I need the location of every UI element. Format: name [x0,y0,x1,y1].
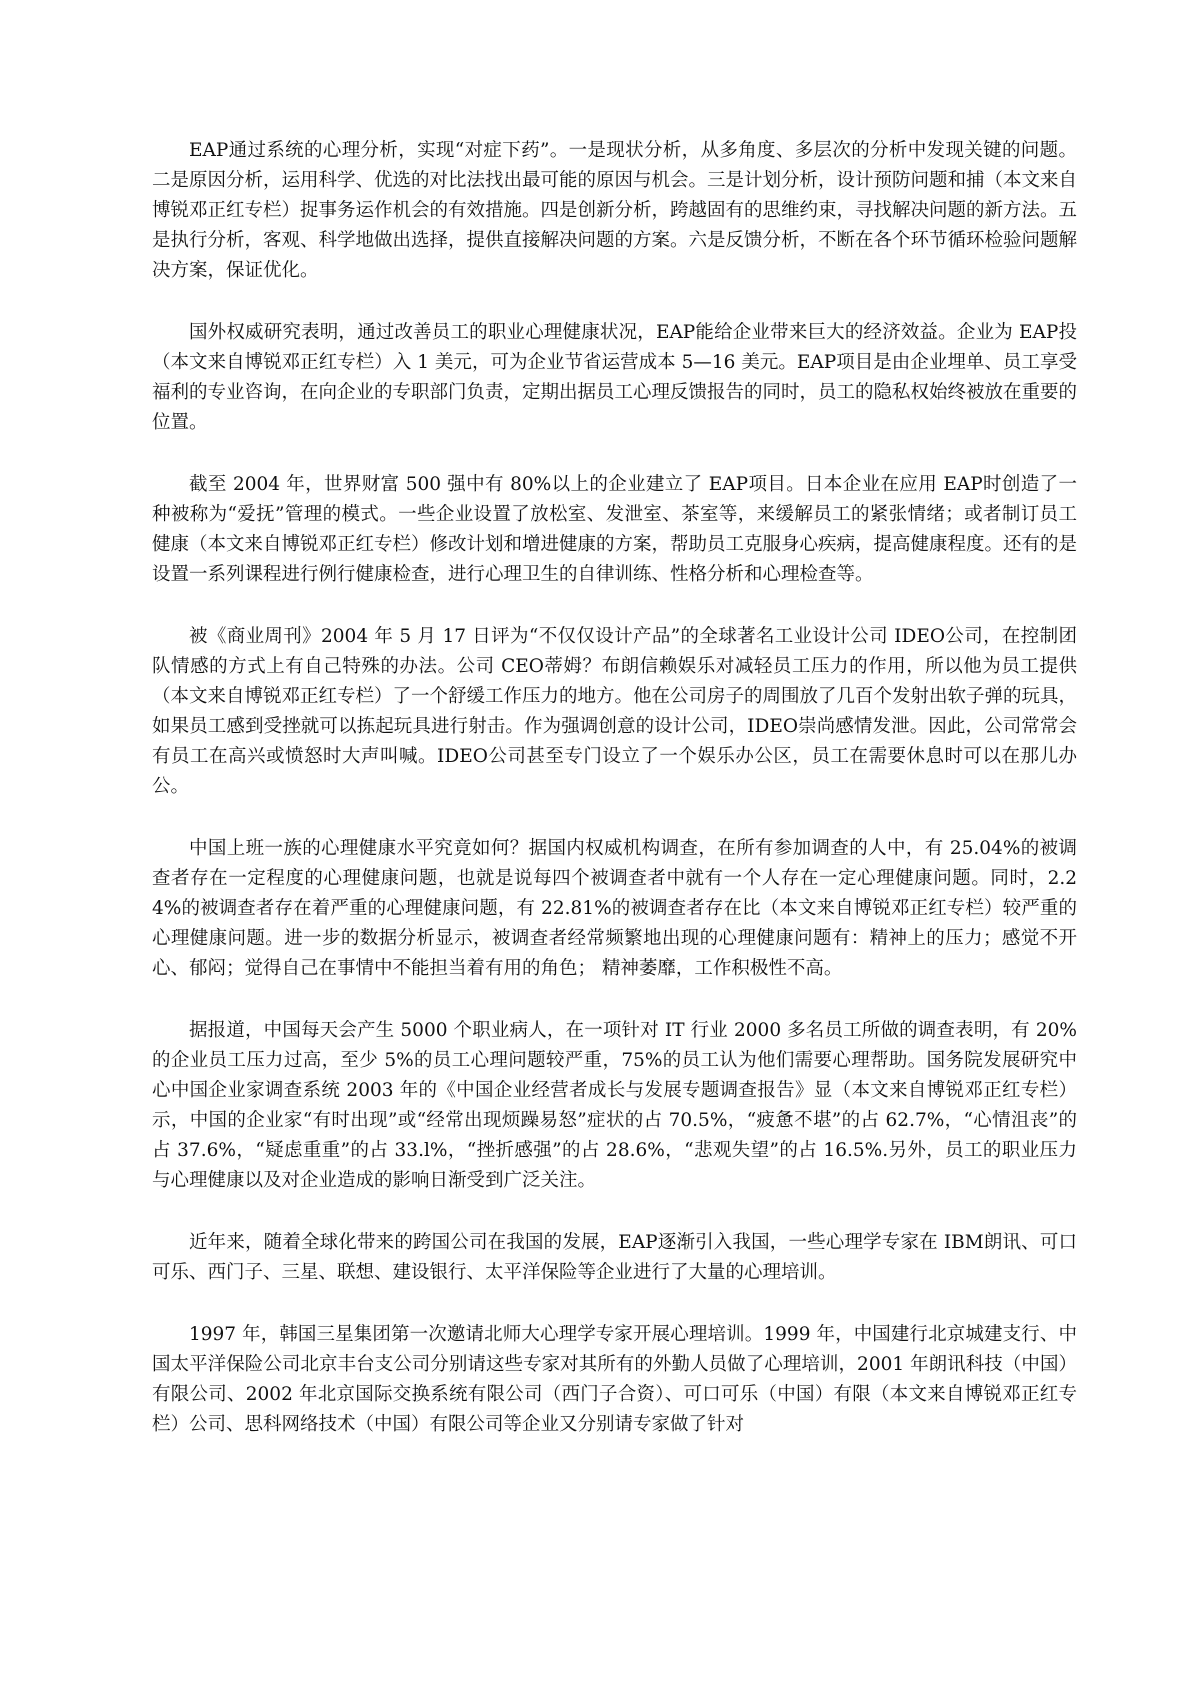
document-body [152,136,1077,1472]
paragraph-occupational-stress: 据报道，中国每天会产生 5000 个职业病人，在一项针对 IT 行业 2000 多名员工所做的调查表明，有 20%的企业员工压力过高，至少 5%的员工心理问题较严重，75%的员工认为他们需要心理帮助。国务院发展研究中心中国企业家调查系统 2003 年的《中国企业经营者成长与发展专题调查报告》显（本文来自博锐邓正红专栏）示，中国的企业家“有时出现”或“经常出现烦躁易怒”症状的占 70.5%，“疲惫不堪”的占 62.7%，“心情沮丧”的占 37.6%，“疑虑重重”的占 33.l%，“挫折感强”的占 28.6%，“悲观失望”的占 16.5%.另外，员工的职业压力与心理健康以及对企业造成的影响日渐受到广泛关注。 [152,1020,1077,1191]
paragraph-ideo-case: 被《商业周刊》2004 年 5 月 17 日评为“不仅仅设计产品”的全球著名工业设计公司 IDEO公司，在控制团队情感的方式上有自己特殊的办法。公司 CEO蒂姆？布朗信赖娱乐对减轻员工压力的作用，所以他为员工提供（本文来自博锐邓正红专栏）了一个舒缓工作压力的地方。他在公司房子的周围放了几百个发射出软子弹的玩具，如果员工感到受挫就可以拣起玩具进行射击。作为强调创意的设计公司，IDEO崇尚感情发泄。因此，公司常常会有员工在高兴或愤怒时大声叫喊。IDEO公司甚至专门设立了一个娱乐办公区，员工在需要休息时可以在那儿办公。 [152,626,1078,797]
paragraph-china-survey: 中国上班一族的心理健康水平究竟如何？据国内权威机构调查，在所有参加调查的人中，有 25.04%的被调查者存在一定程度的心理健康问题，也就是说每四个被调查者中就有一个人存在一定心理健康问题。同时，2.24%的被调查者存在着严重的心理健康问题，有 22.81%的被调查者存在比（本文来自博锐邓正红专栏）较严重的心理健康问题。进一步的数据分析显示，被调查者经常频繁地出现的心理健康问题有：精神上的压力；感觉不开心、郁闷；觉得自己在事情中不能担当着有用的角色； 精神萎靡，工作积极性不高。 [152,838,1077,979]
paragraph-training-history: 1997 年，韩国三星集团第一次邀请北师大心理学专家开展心理培训。1999 年，中国建行北京城建支行、中国太平洋保险公司北京丰台支公司分别请这些专家对其所有的外勤人员做了心理培训，2001 年朗讯科技（中国）有限公司、2002 年北京国际交换系统有限公司（西门子合资）、可口可乐（中国）有限（本文来自博锐邓正红专栏）公司、思科网络技术（中国）有限公司等企业又分别请专家做了针对 [152,1324,1077,1435]
paragraph-eap-analysis: EAP通过系统的心理分析，实现“对症下药”。一是现状分析，从多角度、多层次的分析中发现关键的问题。二是原因分析，运用科学、优选的对比法找出最可能的原因与机会。三是计划分析，设计预防问题和捕（本文来自博锐邓正红专栏）捉事务运作机会的有效措施。四是创新分析，跨越固有的思维约束，寻找解决问题的新方法。五是执行分析，客观、科学地做出选择，提供直接解决问题的方案。六是反馈分析，不断在各个环节循环检验问题解决方案，保证优化。 [152,140,1078,281]
paragraph-eap-in-china: 近年来，随着全球化带来的跨国公司在我国的发展，EAP逐渐引入我国，一些心理学专家在 IBM朗讯、可口可乐、西门子、三星、联想、建设银行、太平洋保险等企业进行了大量的心理培训。 [152,1232,1077,1283]
paragraph-eap-adoption: 截至 2004 年，世界财富 500 强中有 80%以上的企业建立了 EAP项目。日本企业在应用 EAP时创造了一种被称为“爱抚”管理的模式。一些企业设置了放松室、发泄室、茶室等，来缓解员工的紧张情绪；或者制订员工健康（本文来自博锐邓正红专栏）修改计划和增进健康的方案，帮助员工克服身心疾病，提高健康程度。还有的是设置一系列课程进行例行健康检查，进行心理卫生的自律训练、性格分析和心理检查等。 [152,474,1078,585]
paragraph-eap-benefits: 国外权威研究表明，通过改善员工的职业心理健康状况，EAP能给企业带来巨大的经济效益。企业为 EAP投（本文来自博锐邓正红专栏）入 1 美元，可为企业节省运营成本 5—16 美元。EAP项目是由企业埋单、员工享受福利的专业咨询，在向企业的专职部门负责，定期出据员工心理反馈报告的同时，员工的隐私权始终被放在重要的位置。 [152,322,1078,433]
